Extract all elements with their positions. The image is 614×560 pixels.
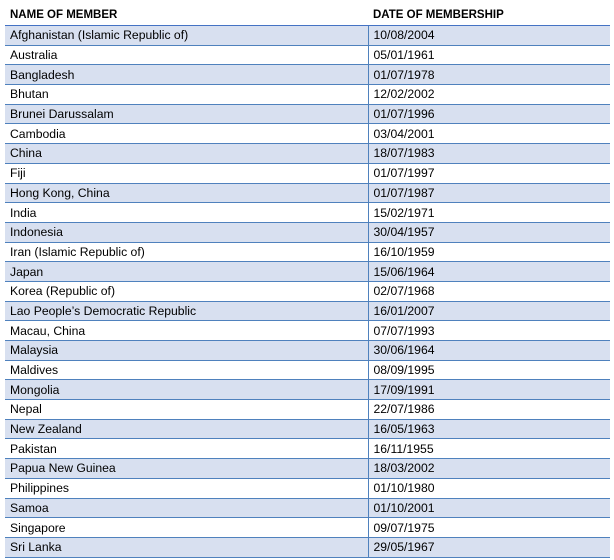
membership-date-cell: 09/07/1975 bbox=[368, 518, 610, 538]
membership-date-cell: 02/07/1968 bbox=[368, 281, 610, 301]
table-row bbox=[5, 26, 610, 46]
header-date-of-membership: DATE OF MEMBERSHIP bbox=[368, 5, 610, 26]
header-row bbox=[5, 5, 610, 26]
table-row bbox=[5, 183, 610, 203]
membership-date-cell: 15/02/1971 bbox=[368, 203, 610, 223]
table-body bbox=[5, 26, 610, 558]
membership-date-cell: 18/07/1983 bbox=[368, 144, 610, 164]
table-row bbox=[5, 85, 610, 105]
member-name-cell: Australia bbox=[5, 45, 368, 65]
table-row bbox=[5, 203, 610, 223]
membership-date-cell: 17/09/1991 bbox=[368, 380, 610, 400]
table-row bbox=[5, 222, 610, 242]
member-name-cell: Afghanistan (Islamic Republic of) bbox=[5, 26, 368, 46]
table-row bbox=[5, 104, 610, 124]
membership-date-cell: 05/01/1961 bbox=[368, 45, 610, 65]
member-name-cell: Pakistan bbox=[5, 439, 368, 459]
member-name-cell: Malaysia bbox=[5, 341, 368, 361]
membership-date-cell: 01/10/1980 bbox=[368, 478, 610, 498]
table-row bbox=[5, 439, 610, 459]
table-row bbox=[5, 537, 610, 557]
table-row bbox=[5, 478, 610, 498]
membership-date-cell: 16/11/1955 bbox=[368, 439, 610, 459]
membership-date-cell: 01/07/1978 bbox=[368, 65, 610, 85]
member-name-cell: Bangladesh bbox=[5, 65, 368, 85]
member-name-cell: Maldives bbox=[5, 360, 368, 380]
member-name-cell: Macau, China bbox=[5, 321, 368, 341]
table-row bbox=[5, 163, 610, 183]
member-name-cell: Sri Lanka bbox=[5, 537, 368, 557]
member-name-cell: Philippines bbox=[5, 478, 368, 498]
member-name-cell: Japan bbox=[5, 262, 368, 282]
table-row bbox=[5, 65, 610, 85]
membership-date-cell: 08/09/1995 bbox=[368, 360, 610, 380]
membership-date-cell: 10/08/2004 bbox=[368, 26, 610, 46]
member-name-cell: China bbox=[5, 144, 368, 164]
table-row bbox=[5, 341, 610, 361]
membership-date-cell: 12/02/2002 bbox=[368, 85, 610, 105]
table-row bbox=[5, 400, 610, 420]
membership-date-cell: 16/01/2007 bbox=[368, 301, 610, 321]
member-name-cell: Iran (Islamic Republic of) bbox=[5, 242, 368, 262]
table-header bbox=[5, 5, 610, 26]
member-name-cell: Bhutan bbox=[5, 85, 368, 105]
member-name-cell: Indonesia bbox=[5, 222, 368, 242]
member-name-cell: Mongolia bbox=[5, 380, 368, 400]
membership-date-cell: 01/07/1987 bbox=[368, 183, 610, 203]
table-row bbox=[5, 281, 610, 301]
member-name-cell: Hong Kong, China bbox=[5, 183, 368, 203]
membership-date-cell: 16/10/1959 bbox=[368, 242, 610, 262]
membership-date-cell: 01/07/1996 bbox=[368, 104, 610, 124]
table-row bbox=[5, 301, 610, 321]
membership-date-cell: 15/06/1964 bbox=[368, 262, 610, 282]
membership-date-cell: 30/06/1964 bbox=[368, 341, 610, 361]
membership-date-cell: 18/03/2002 bbox=[368, 459, 610, 479]
member-name-cell: Papua New Guinea bbox=[5, 459, 368, 479]
member-name-cell: Samoa bbox=[5, 498, 368, 518]
table-row bbox=[5, 321, 610, 341]
member-name-cell: Singapore bbox=[5, 518, 368, 538]
membership-date-cell: 16/05/1963 bbox=[368, 419, 610, 439]
membership-table bbox=[5, 5, 610, 558]
table-row bbox=[5, 242, 610, 262]
table-row bbox=[5, 518, 610, 538]
membership-date-cell: 29/05/1967 bbox=[368, 537, 610, 557]
table-row bbox=[5, 262, 610, 282]
header-name-of-member: NAME OF MEMBER bbox=[5, 5, 368, 26]
member-name-cell: India bbox=[5, 203, 368, 223]
member-name-cell: New Zealand bbox=[5, 419, 368, 439]
membership-date-cell: 01/10/2001 bbox=[368, 498, 610, 518]
table-row bbox=[5, 360, 610, 380]
table-row bbox=[5, 419, 610, 439]
member-name-cell: Cambodia bbox=[5, 124, 368, 144]
table-row bbox=[5, 144, 610, 164]
member-name-cell: Lao People’s Democratic Republic bbox=[5, 301, 368, 321]
member-name-cell: Korea (Republic of) bbox=[5, 281, 368, 301]
table-row bbox=[5, 459, 610, 479]
member-name-cell: Brunei Darussalam bbox=[5, 104, 368, 124]
member-name-cell: Fiji bbox=[5, 163, 368, 183]
member-name-cell: Nepal bbox=[5, 400, 368, 420]
table-row bbox=[5, 45, 610, 65]
table-row bbox=[5, 380, 610, 400]
table-row bbox=[5, 124, 610, 144]
membership-date-cell: 22/07/1986 bbox=[368, 400, 610, 420]
membership-date-cell: 07/07/1993 bbox=[368, 321, 610, 341]
table-row bbox=[5, 498, 610, 518]
membership-date-cell: 30/04/1957 bbox=[368, 222, 610, 242]
membership-date-cell: 01/07/1997 bbox=[368, 163, 610, 183]
membership-date-cell: 03/04/2001 bbox=[368, 124, 610, 144]
